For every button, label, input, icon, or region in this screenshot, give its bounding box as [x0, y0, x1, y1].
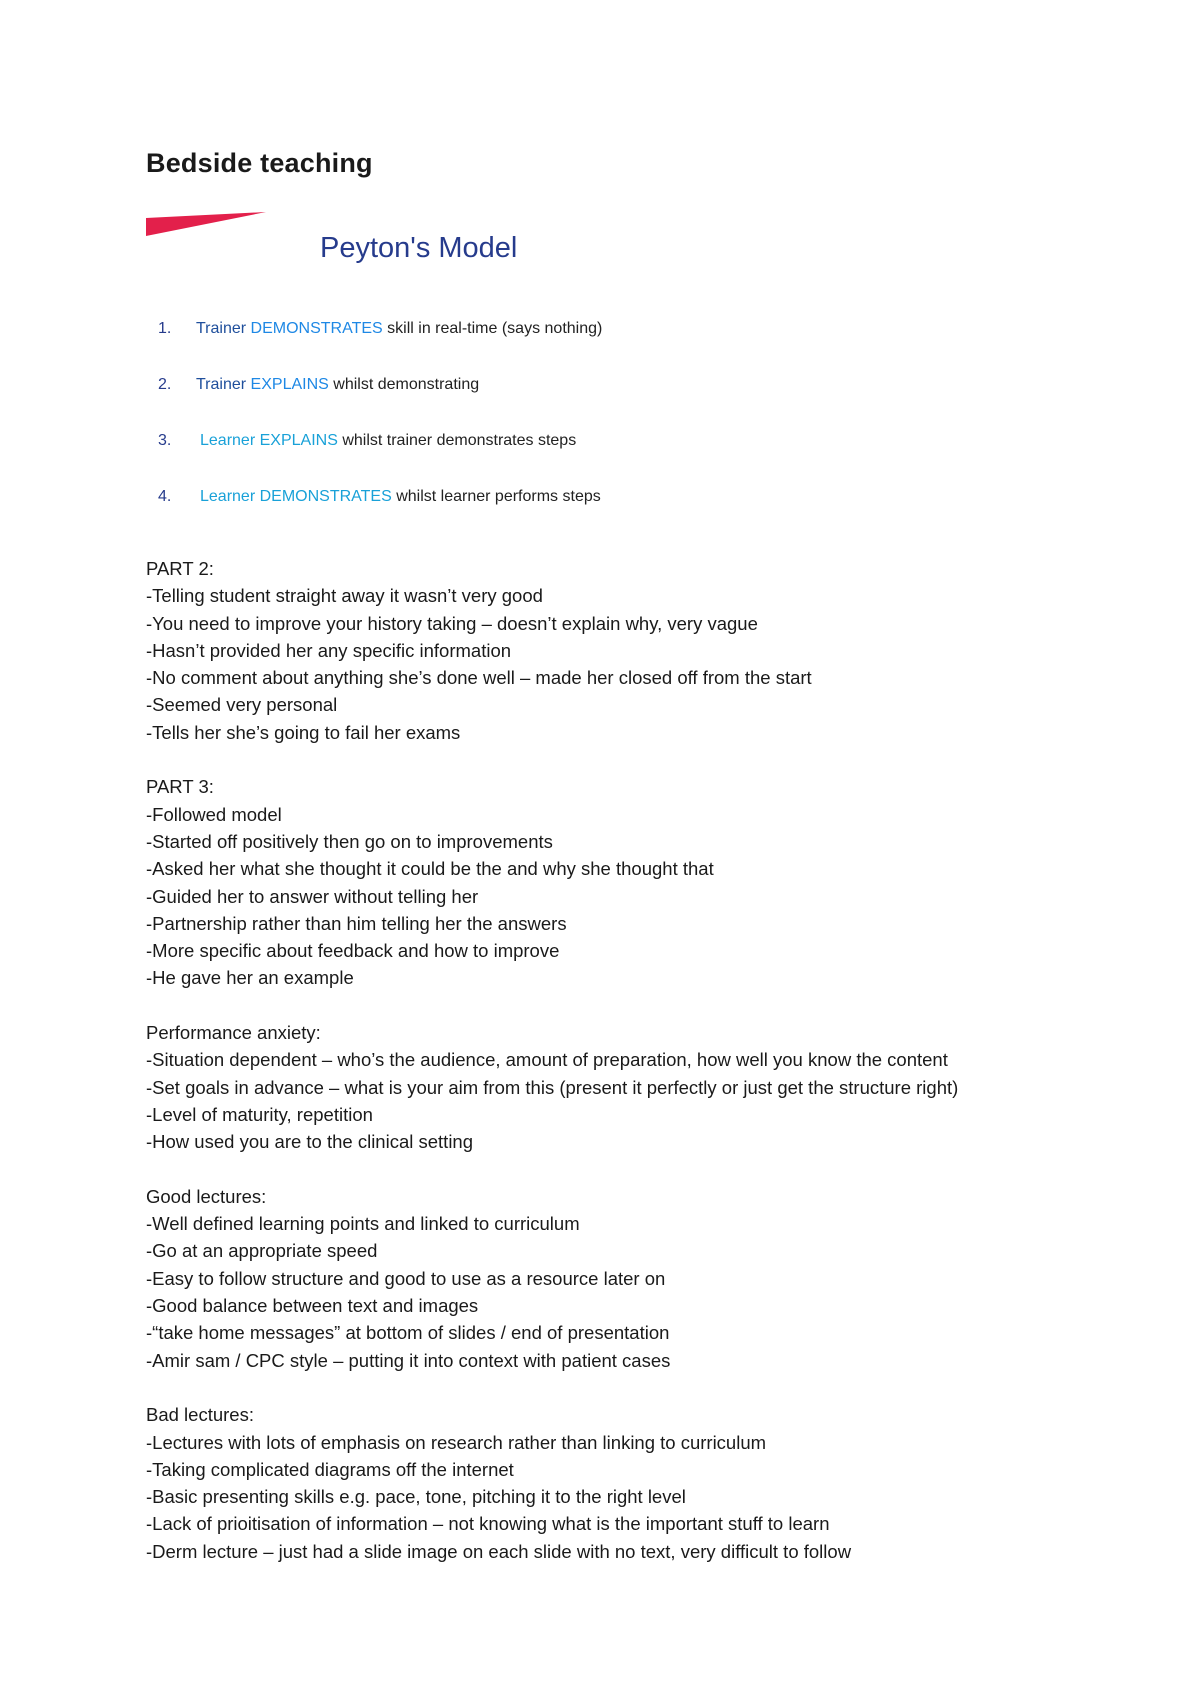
list-item: -No comment about anything she’s done well – made her closed off from the start: [146, 667, 812, 689]
step-number: 4.: [158, 488, 172, 505]
section-title: Bad lectures:: [146, 1404, 254, 1426]
list-item: -Hasn’t provided her any specific information: [146, 639, 512, 661]
section-list: [146, 801, 1106, 992]
list-item: -Derm lecture – just had a slide image on each slide with no text, very difficult to follow: [146, 1540, 852, 1562]
notes-body: [146, 555, 1106, 1592]
section-list: [146, 1429, 1106, 1565]
list-item: -Telling student straight away it wasn’t very good: [146, 585, 543, 607]
list-item: -How used you are to the clinical setting: [146, 1131, 474, 1153]
list-item: -Partnership rather than him telling her the answers: [146, 912, 567, 934]
accent-shape: [146, 212, 266, 236]
section-list: [146, 582, 1106, 746]
step-action: DEMONSTRATES: [259, 488, 392, 505]
step-description: skill in real-time (says nothing): [387, 320, 603, 337]
list-item: -Lack of prioitisation of information – not knowing what is the important stuff to learn: [146, 1513, 830, 1535]
step-description: whilst trainer demonstrates steps: [342, 432, 577, 449]
slide-heading: Peyton's Model: [320, 232, 518, 264]
step-item: [158, 376, 718, 432]
list-item: -Level of maturity, repetition: [146, 1103, 373, 1125]
list-item: -Go at an appropriate speed: [146, 1240, 378, 1262]
step-item: [158, 488, 718, 544]
section-title: PART 3:: [146, 776, 214, 798]
section-list: [146, 1210, 1106, 1374]
step-action: DEMONSTRATES: [250, 320, 383, 337]
slide-accent-swoosh: [146, 212, 266, 238]
section-title: Performance anxiety:: [146, 1022, 321, 1044]
step-actor: Learner: [200, 488, 256, 505]
list-item: -Started off positively then go on to improvements: [146, 830, 553, 852]
step-description: whilst demonstrating: [333, 376, 480, 393]
peytons-model-slide: [146, 212, 706, 532]
step-description: whilst learner performs steps: [396, 488, 601, 505]
step-number: 2.: [158, 376, 172, 393]
list-item: -Situation dependent – who’s the audience, amount of preparation, how well you know the content: [146, 1049, 948, 1071]
list-item: -Asked her what she thought it could be the and why she thought that: [146, 858, 714, 880]
list-item: -You need to improve your history taking – doesn’t explain why, very vague: [146, 612, 758, 634]
step-number: 3.: [158, 432, 172, 449]
list-item: -Lectures with lots of emphasis on research rather than linking to curriculum: [146, 1431, 767, 1453]
step-actor: Learner: [200, 432, 256, 449]
step-number: 1.: [158, 320, 172, 337]
section-part-3: [146, 773, 1106, 991]
list-item: -Followed model: [146, 803, 282, 825]
page-title: Bedside teaching: [146, 148, 373, 178]
list-item: -Basic presenting skills e.g. pace, tone, pitching it to the right level: [146, 1486, 686, 1508]
list-item: -Amir sam / CPC style – putting it into context with patient cases: [146, 1349, 671, 1371]
list-item: -He gave her an example: [146, 967, 354, 989]
section-performance-anxiety: [146, 1019, 1106, 1155]
step-item: [158, 432, 718, 488]
step-actor: Trainer: [196, 320, 247, 337]
section-list: [146, 1046, 1106, 1155]
list-item: -Taking complicated diagrams off the internet: [146, 1458, 514, 1480]
list-item: -Seemed very personal: [146, 694, 338, 716]
list-item: -More specific about feedback and how to improve: [146, 940, 560, 962]
list-item: -Tells her she’s going to fail her exams: [146, 721, 461, 743]
list-item: -“take home messages” at bottom of slides / end of presentation: [146, 1322, 670, 1344]
list-item: -Guided her to answer without telling her: [146, 885, 479, 907]
list-item: -Good balance between text and images: [146, 1295, 479, 1317]
section-bad-lectures: [146, 1401, 1106, 1565]
step-action: EXPLAINS: [259, 432, 338, 449]
step-action: EXPLAINS: [250, 376, 329, 393]
list-item: -Set goals in advance – what is your aim from this (present it perfectly or just get the structure right): [146, 1076, 959, 1098]
section-title: PART 2:: [146, 558, 214, 579]
list-item: -Easy to follow structure and good to use as a resource later on: [146, 1267, 666, 1289]
step-actor: Trainer: [196, 376, 247, 393]
list-item: -Well defined learning points and linked to curriculum: [146, 1213, 580, 1235]
section-part-2: [146, 555, 1106, 746]
section-good-lectures: [146, 1183, 1106, 1374]
step-item: [158, 320, 718, 376]
steps-list: [158, 320, 718, 544]
section-title: Good lectures:: [146, 1185, 267, 1207]
